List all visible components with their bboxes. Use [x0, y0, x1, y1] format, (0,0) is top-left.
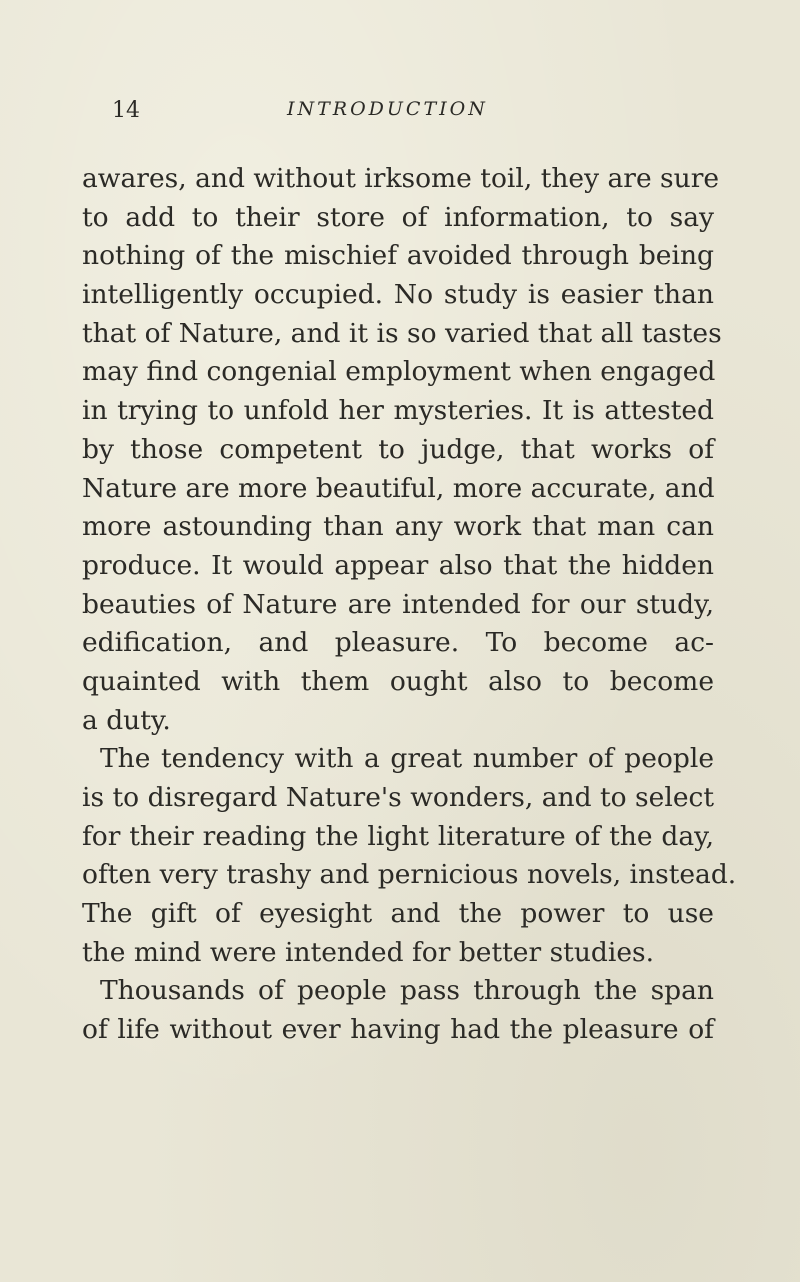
text-line: nothing of the mischief avoided through being [82, 240, 714, 272]
running-head [112, 98, 702, 132]
text-line: in trying to unfold her mysteries. It is attested [82, 395, 714, 427]
text-line: quainted with them ought also to become [82, 665, 714, 697]
running-head-title: INTRODUCTION [287, 98, 488, 120]
text-line: a duty. [82, 704, 171, 736]
text-line: The gift of eyesight and the power to use [82, 898, 714, 930]
text-line: often very trashy and pernicious novels, instead. [82, 859, 737, 891]
text-line: more astounding than any work that man can [82, 511, 714, 543]
text-line: to add to their store of information, to say [82, 201, 714, 233]
text-line: Nature are more beautiful, more accurate, and [82, 472, 715, 504]
text-line: Thousands of people pass through the span [100, 975, 714, 1007]
text-line: awares, and without irksome toil, they are sure [82, 163, 720, 194]
text-line: beauties of Nature are intended for our study, [82, 588, 714, 620]
text-line: produce. It would appear also that the hidden [82, 549, 714, 581]
text-line: the mind were intended for better studies. [82, 936, 655, 968]
text-line: for their reading the light literature of the day, [82, 820, 714, 852]
text-line: may find congenial employment when engaged [82, 356, 716, 388]
text-line: that of Nature, and it is so varied that all tastes [82, 317, 722, 349]
text-line: is to disregard Nature's wonders, and to select [82, 782, 714, 813]
body-text [82, 160, 737, 1050]
text-line: intelligently occupied. No study is easier than [82, 279, 714, 311]
text-line: edification, and pleasure. To become ac- [82, 627, 714, 659]
text-line: of life without ever having had the pleasure of [82, 1014, 714, 1046]
text-line: by those competent to judge, that works of [82, 433, 714, 465]
page-number: 14 [112, 98, 140, 123]
text-line: The tendency with a great number of people [100, 743, 714, 775]
